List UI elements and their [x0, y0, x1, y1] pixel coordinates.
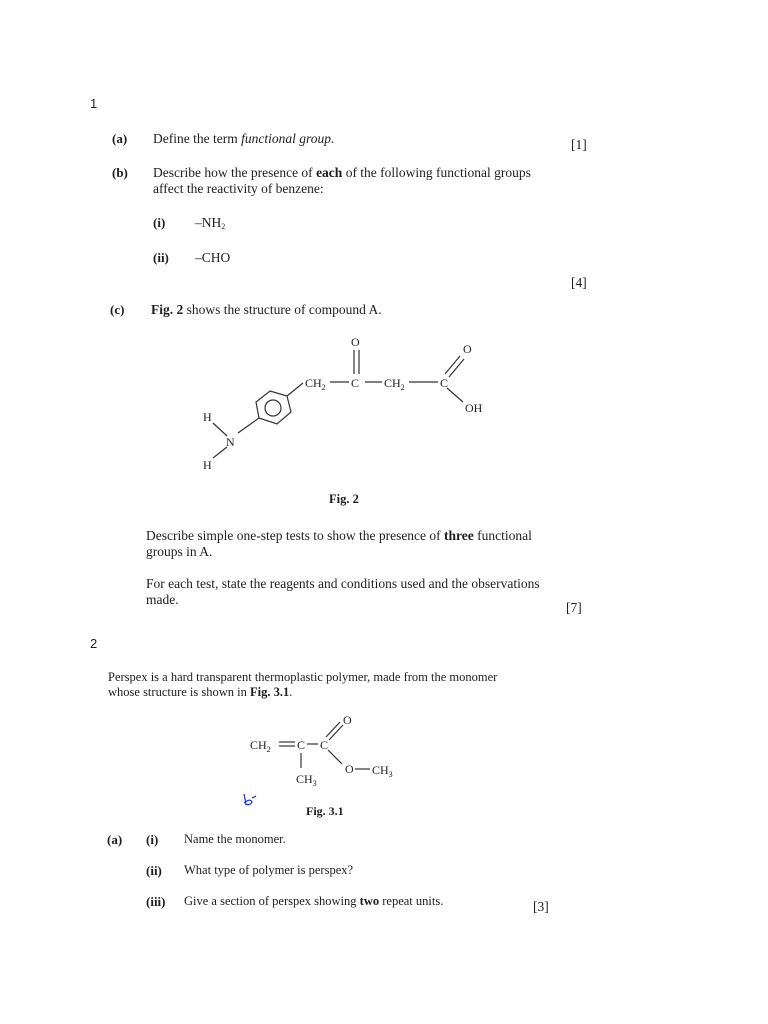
part-a-marks: [1]	[571, 137, 587, 152]
ch3-ester-sub: 3	[388, 770, 393, 779]
ketone-o-text: O	[351, 335, 360, 349]
part-c-para1-bold: three	[444, 528, 474, 543]
ch2-text	[250, 738, 271, 754]
ch3-methyl-label: CH	[296, 772, 313, 786]
ch3-methyl-text	[296, 772, 317, 788]
n-h-top-bond	[213, 423, 227, 436]
h-top-text: H	[203, 410, 212, 424]
question-number-1: 1	[90, 96, 98, 111]
n-h-bottom-bond	[213, 447, 227, 458]
ch3-methyl-sub: 3	[312, 779, 317, 788]
ch2-a-label: CH	[305, 376, 322, 390]
part-c-para1-suffix: functional	[473, 528, 532, 543]
part-b-text-line1	[153, 165, 531, 180]
q2-intro-line2	[108, 685, 292, 700]
q2-part-a-iii-prefix: Give a section of perspex showing	[184, 894, 360, 908]
ch2-b-label: CH	[384, 376, 401, 390]
part-a-text	[153, 131, 334, 146]
q2-intro-bold: Fig. 3.1	[250, 685, 290, 699]
ch3-ester-text	[372, 763, 393, 779]
benzene-ring	[256, 391, 291, 424]
h-bottom-text: H	[203, 458, 212, 472]
part-b-line1-prefix: Describe how the presence of	[153, 165, 317, 180]
c2-o-double-2	[329, 725, 343, 740]
acid-oh-bond	[447, 388, 463, 402]
q2-intro-line1: Perspex is a hard transparent thermoplastic polymer, made from the monomer	[108, 670, 498, 684]
part-b-label: (b)	[112, 165, 128, 180]
benzene-circle	[265, 400, 281, 416]
compound-a-structure	[195, 330, 515, 480]
ch2-a-sub: 2	[321, 383, 326, 392]
part-c-intro	[151, 302, 382, 317]
ch2-label: CH	[250, 738, 267, 752]
part-b-i-label: (i)	[153, 215, 166, 230]
part-a-text-italic: functional group.	[241, 131, 335, 146]
o-top-text: O	[343, 713, 352, 727]
q2-part-a-iii-bold: two	[359, 894, 380, 908]
acid-co-double-2	[449, 359, 464, 377]
part-c-para1-prefix: Describe simple one-step tests to show the presence of	[146, 528, 445, 543]
part-b-ii-label: (ii)	[153, 250, 169, 265]
pen-mark-icon	[240, 792, 260, 808]
part-b-marks: [4]	[571, 275, 587, 290]
q2-part-a-i-label: (i)	[146, 832, 159, 847]
ring-ch2-bond	[287, 383, 303, 396]
part-c-marks: [7]	[566, 600, 582, 615]
q2-part-a-iii-suffix: repeat units.	[379, 894, 444, 908]
c2-o-double-1	[326, 722, 340, 737]
ch2-b-sub: 2	[400, 383, 405, 392]
part-c-intro-text: shows the structure of compound A.	[183, 302, 382, 317]
part-b-line1-bold: each	[316, 165, 343, 180]
part-b-i-group	[195, 215, 225, 230]
q2-part-a-iii-text	[184, 894, 443, 909]
q2-part-a-marks: [3]	[533, 899, 549, 914]
fig-2-caption: Fig. 2	[329, 492, 359, 506]
c2-o-ester-bond	[328, 750, 342, 764]
monomer-structure	[250, 712, 420, 792]
acid-co-double-1	[445, 356, 460, 374]
part-c-para1-line2: groups in A.	[146, 544, 213, 559]
o-ester-text: O	[345, 762, 354, 776]
q2-intro-prefix: whose structure is shown in	[108, 685, 250, 699]
ch2-a-text	[305, 376, 326, 392]
ch3-ester-label: CH	[372, 763, 389, 777]
ring-n-bond	[238, 418, 259, 433]
q2-part-a-label: (a)	[107, 832, 123, 847]
ch2-b-text	[384, 376, 405, 392]
nh2-subscript: 2	[221, 222, 226, 231]
question-number-2: 2	[90, 636, 98, 651]
q2-intro-suffix: .	[289, 685, 293, 699]
acid-o-text: O	[463, 342, 472, 356]
nh2-text: –NH	[195, 215, 222, 230]
q2-part-a-ii-text: What type of polymer is perspex?	[184, 863, 354, 877]
part-a-label: (a)	[112, 131, 128, 146]
part-c-intro-bold: Fig. 2	[151, 302, 184, 317]
part-b-text-line2: affect the reactivity of benzene:	[153, 181, 324, 196]
carbonyl-c-text: C	[351, 376, 360, 390]
part-b-ii-group: –CHO	[195, 250, 231, 265]
acid-oh-text: OH	[465, 401, 483, 415]
part-c-para1-line1	[146, 528, 532, 543]
part-c-para2-line2: made.	[146, 592, 179, 607]
ch2-sub: 2	[266, 745, 271, 754]
part-a-text-prefix: Define the term	[153, 131, 242, 146]
part-c-label: (c)	[110, 302, 125, 317]
part-b-line1-suffix: of the following functional groups	[342, 165, 531, 180]
part-c-para2-line1: For each test, state the reagents and conditions used and the observations	[146, 576, 540, 591]
q2-part-a-i-text: Name the monomer.	[184, 832, 286, 846]
acid-c-text: C	[440, 376, 449, 390]
n-atom-text: N	[226, 435, 235, 449]
q2-part-a-iii-label: (iii)	[146, 894, 166, 909]
c2-text: C	[320, 738, 329, 752]
q2-part-a-ii-label: (ii)	[146, 863, 162, 878]
c1-text: C	[297, 738, 306, 752]
fig-3-1-caption: Fig. 3.1	[306, 804, 344, 818]
